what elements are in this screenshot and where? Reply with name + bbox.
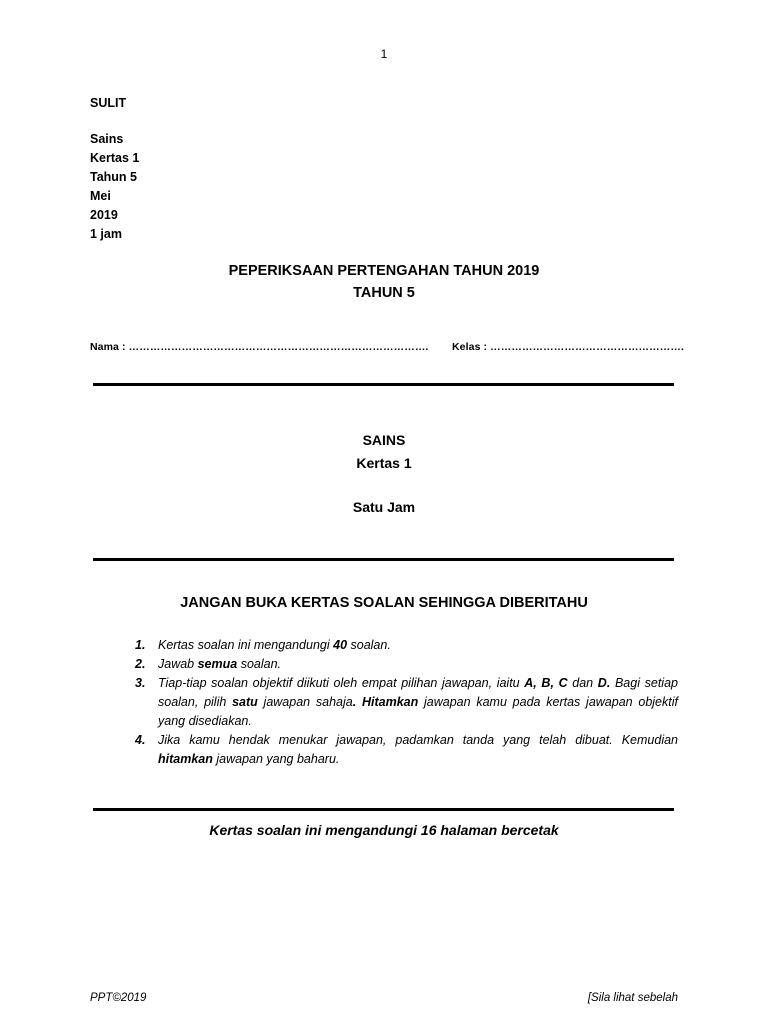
instruction-emphasis: 40	[333, 638, 348, 652]
instruction-text: Kertas soalan ini mengandungi	[158, 638, 334, 652]
exam-subtitle: TAHUN 5	[353, 285, 415, 301]
classification-label: SULIT	[90, 96, 127, 110]
meta-paper: Kertas 1	[90, 151, 140, 165]
instruction-item	[110, 731, 678, 769]
page-number: 1	[380, 47, 388, 61]
subject-heading: SAINS	[362, 432, 406, 448]
instruction-text: dan	[567, 676, 598, 690]
instruction-text: soalan.	[237, 657, 281, 671]
meta-subject: Sains	[90, 132, 124, 146]
instruction-text: jawapan kamu pada kertas jawapan objektif yang disediakan.	[158, 695, 678, 728]
instruction-emphasis: A, B, C	[524, 676, 568, 690]
instruction-item	[110, 674, 678, 731]
instruction-number: 3.	[135, 676, 146, 690]
duration-heading: Satu Jam	[352, 499, 416, 515]
footer-copyright: PPT©2019	[90, 992, 147, 1004]
page-count-note: Kertas soalan ini mengandungi 16 halaman bercetak	[209, 822, 559, 838]
instruction-number: 2.	[135, 657, 146, 671]
meta-month: Mei	[90, 189, 111, 203]
meta-year: 2019	[90, 208, 118, 222]
divider-bottom	[93, 808, 674, 811]
paper-heading: Kertas 1	[356, 455, 412, 471]
instruction-text: jawapan yang baharu.	[212, 752, 340, 766]
instruction-text: jawapan sahaja	[257, 695, 353, 709]
instruction-item	[110, 655, 678, 674]
instruction-emphasis: semua	[197, 657, 238, 671]
instruction-text: soalan.	[347, 638, 391, 652]
warning-heading: JANGAN BUKA KERTAS SOALAN SEHINGGA DIBERITAHU	[180, 595, 588, 611]
instruction-text: Jawab	[158, 657, 198, 671]
meta-year-level: Tahun 5	[90, 170, 137, 184]
divider-top	[93, 383, 674, 386]
instruction-number: 4.	[135, 733, 146, 747]
instruction-number: 1.	[135, 638, 146, 652]
exam-title: PEPERIKSAAN PERTENGAHAN TAHUN 2019	[228, 263, 540, 279]
instructions-list	[110, 636, 678, 769]
name-field[interactable]: Nama : ………………………………………………………………………….	[90, 341, 429, 353]
instruction-item	[110, 636, 678, 655]
instruction-text: Bagi setiap soalan, pilih	[158, 676, 678, 709]
instruction-emphasis: . Hitamkan	[352, 695, 419, 709]
instruction-emphasis: satu	[232, 695, 258, 709]
instruction-emphasis: hitamkan	[158, 752, 213, 766]
divider-middle	[93, 558, 674, 561]
instruction-text: Jika kamu hendak menukar jawapan, padamkan tanda yang telah dibuat. Kemudian	[158, 733, 678, 747]
instruction-emphasis: D.	[597, 676, 611, 690]
meta-duration: 1 jam	[90, 227, 122, 241]
class-field[interactable]: Kelas : ……………………………………………….	[452, 341, 684, 353]
footer-turn-page: [Sila lihat sebelah	[587, 992, 678, 1004]
instruction-text: Tiap-tiap soalan objektif diikuti oleh empat pilihan jawapan, iaitu	[158, 676, 525, 690]
